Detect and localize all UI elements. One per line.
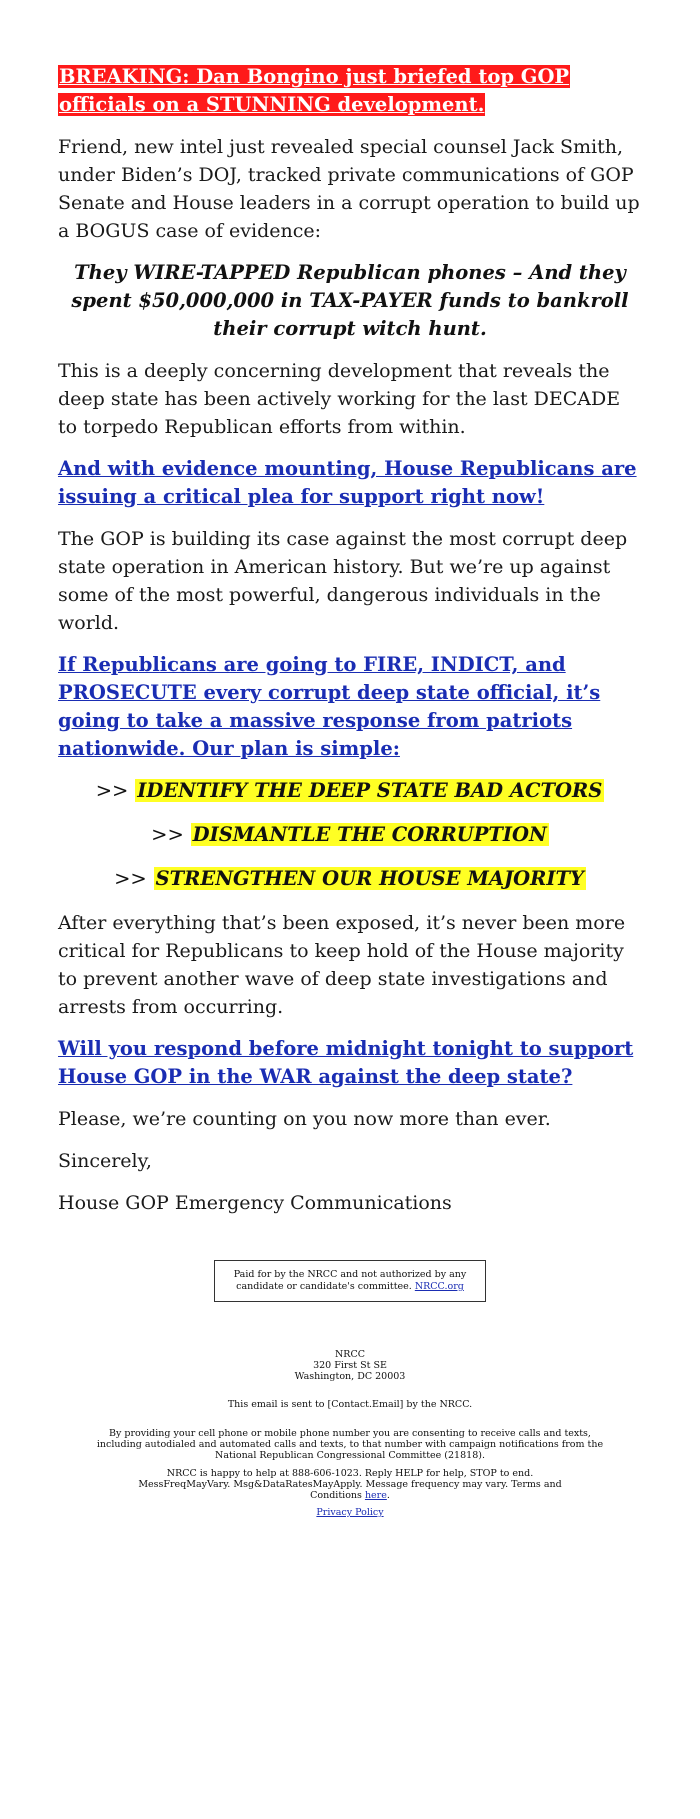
help-text: NRCC is happy to help at 888-606-1023. Reply HELP for help, STOP to end. MessFreqMayVary. Msg&DataRatesMayApply. Message frequency may vary. Terms and Conditions	[138, 1468, 562, 1501]
breaking-headline	[58, 63, 642, 119]
intro-paragraph: Friend, new intel just revealed special counsel Jack Smith, under Biden’s DOJ, tracked private communications of GOP Senate and House leaders in a corrupt operation to build up a BOGUS case of evidence:	[58, 136, 640, 242]
bullet-arrow: >>	[151, 823, 184, 846]
privacy-policy-row	[90, 1507, 610, 1518]
bullet-strengthen	[58, 865, 642, 893]
bullet-text: IDENTIFY THE DEEP STATE BAD ACTORS	[137, 779, 603, 802]
terms-here-link[interactable]: here	[364, 1490, 387, 1501]
help-notice: NRCC is happy to help at 888-606-1023. Reply HELP for help, STOP to end. MessFreqMayVary. Msg&DataRatesMayApply. Message frequency may vary. Terms and Conditions here.	[138, 1468, 562, 1501]
footer-address	[90, 1349, 610, 1382]
plea-link[interactable]: And with evidence mounting, House Republicans are issuing a critical plea for support right now!	[58, 457, 637, 508]
exposed-paragraph: After everything that’s been exposed, it’s never been more critical for Republicans to keep hold of the House majority to prevent another wave of deep state investigations and arrests from occurring.	[58, 912, 626, 1018]
nrcc-link[interactable]: NRCC.org	[414, 1281, 464, 1292]
signature: House GOP Emergency Communications	[58, 1192, 452, 1214]
address-street: 320 First St SE	[313, 1360, 387, 1371]
concern-paragraph: This is a deeply concerning development that reveals the deep state has been actively working for the last DECADE to torpedo Republican efforts from within.	[58, 360, 621, 438]
bullet-text: STRENGTHEN OUR HOUSE MAJORITY	[155, 867, 584, 890]
callout-text: They WIRE-TAPPED Republican phones – And they spent $50,000,000 in TAX-PAYER funds to bankroll their corrupt witch hunt.	[71, 261, 629, 340]
sign-off: Sincerely,	[58, 1150, 152, 1172]
plan-link[interactable]: If Republicans are going to FIRE, INDICT, and PROSECUTE every corrupt deep state official, it’s going to take a massive response from patriots nationwide. Our plan is simple:	[58, 653, 601, 760]
privacy-policy-link[interactable]: Privacy Policy	[316, 1507, 384, 1518]
bullet-text: DISMANTLE THE CORRUPTION	[192, 823, 547, 846]
consent-notice: By providing your cell phone or mobile phone number you are consenting to receive calls and texts, including autodialed and automated calls and texts, to that number with campaign notifications from the National Republican Congressional Committee (21818).	[96, 1428, 604, 1461]
address-city: Washington, DC 20003	[294, 1371, 406, 1382]
headline-text: BREAKING: Dan Bongino just briefed top GOP officials on a STUNNING development.	[59, 65, 570, 116]
respond-link[interactable]: Will you respond before midnight tonight to support House GOP in the WAR against the deep state?	[58, 1037, 634, 1088]
sent-to-notice: This email is sent to [Contact.Email] by the NRCC.	[227, 1399, 473, 1410]
bullet-identify	[58, 777, 642, 805]
please-paragraph: Please, we’re counting on you now more than ever.	[58, 1108, 551, 1130]
bullet-dismantle	[58, 821, 642, 849]
case-paragraph: The GOP is building its case against the most corrupt deep state operation in American history. But we’re up against some of the most powerful, dangerous individuals in the world.	[58, 528, 628, 634]
bullet-arrow: >>	[95, 779, 129, 802]
address-org: NRCC	[334, 1349, 365, 1360]
paid-for-disclaimer	[214, 1260, 486, 1302]
bullet-arrow: >>	[114, 867, 147, 890]
paid-for-text: Paid for by the NRCC and not authorized by any candidate or candidate's committee.	[233, 1269, 467, 1292]
